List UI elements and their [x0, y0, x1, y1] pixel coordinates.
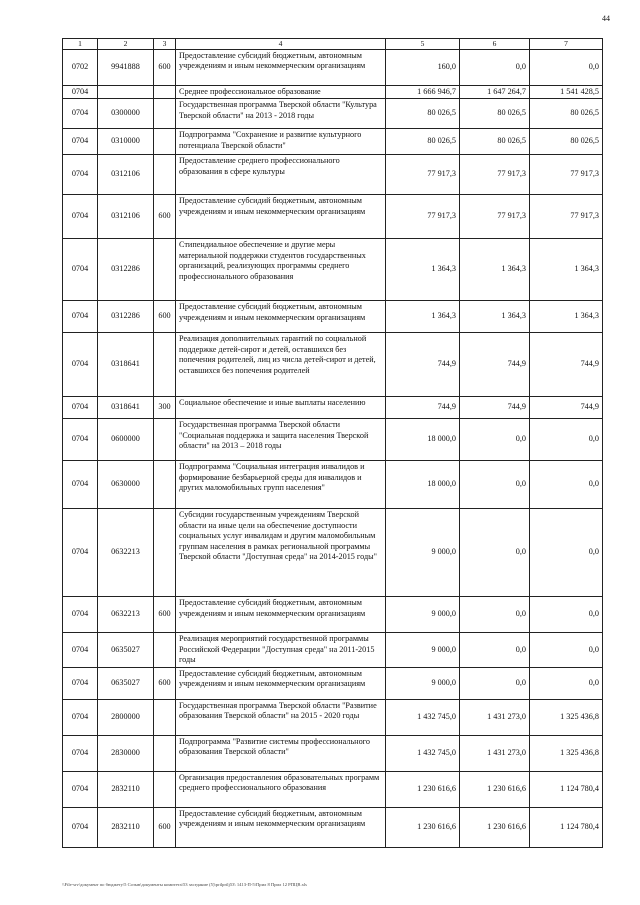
col-header-4: 4 — [176, 39, 386, 50]
target-item-cell: 0318641 — [98, 397, 154, 419]
amount-col5-cell: 18 000,0 — [386, 461, 460, 509]
section-code-cell: 0704 — [63, 419, 98, 461]
amount-col5-cell: 1 432 745,0 — [386, 735, 460, 771]
expense-type-cell — [154, 771, 176, 807]
amount-col7-cell: 80 026,5 — [530, 129, 603, 155]
target-item-cell: 0300000 — [98, 99, 154, 129]
amount-col6-cell: 80 026,5 — [460, 99, 530, 129]
target-item-cell — [98, 85, 154, 99]
table-row — [63, 239, 603, 301]
table-row — [63, 49, 603, 85]
amount-col5-cell: 1 230 616,6 — [386, 771, 460, 807]
target-item-cell: 0310000 — [98, 129, 154, 155]
item-name-cell: Государственная программа Тверской области "Развитие образования Тверской области" на 2015 - 2020 годы — [176, 699, 386, 735]
amount-col6-cell: 0,0 — [460, 509, 530, 597]
amount-col7-cell: 744,9 — [530, 333, 603, 397]
item-name-cell: Подпрограмма "Развитие системы профессионального образования Тверской области" — [176, 735, 386, 771]
amount-col6-cell: 0,0 — [460, 49, 530, 85]
expense-type-cell — [154, 699, 176, 735]
amount-col5-cell: 18 000,0 — [386, 419, 460, 461]
section-code-cell: 0704 — [63, 633, 98, 668]
section-code-cell: 0704 — [63, 301, 98, 333]
amount-col7-cell: 1 364,3 — [530, 301, 603, 333]
amount-col7-cell: 0,0 — [530, 667, 603, 699]
expense-type-cell: 600 — [154, 667, 176, 699]
item-name-cell: Предоставление субсидий бюджетным, автономным учреждениям и иным некоммерческим организациям — [176, 597, 386, 633]
amount-col5-cell: 80 026,5 — [386, 99, 460, 129]
section-code-cell: 0704 — [63, 699, 98, 735]
amount-col6-cell: 0,0 — [460, 597, 530, 633]
col-header-1: 1 — [63, 39, 98, 50]
amount-col6-cell: 1 647 264,7 — [460, 85, 530, 99]
table-row — [63, 807, 603, 847]
item-name-cell: Реализация мероприятий государственной программы Российской Федерации "Доступная среда" на 2011-2015 годы — [176, 633, 386, 668]
target-item-cell: 9941888 — [98, 49, 154, 85]
target-item-cell: 2830000 — [98, 735, 154, 771]
table-row — [63, 633, 603, 668]
amount-col7-cell: 1 124 780,4 — [530, 807, 603, 847]
expense-type-cell: 600 — [154, 49, 176, 85]
file-path-footer: \\File-srv\документ по бюджету\5 Созыв\документы комитета\53 заседание (5)\prilprilj53\ 1413-П-5\Прил 8 Прил 12 РПЦВ.xls — [62, 882, 307, 887]
item-name-cell: Предоставление субсидий бюджетным, автономным учреждениям и иным некоммерческим организациям — [176, 195, 386, 239]
amount-col5-cell: 160,0 — [386, 49, 460, 85]
col-header-7: 7 — [530, 39, 603, 50]
table-row — [63, 99, 603, 129]
target-item-cell: 0600000 — [98, 419, 154, 461]
col-header-5: 5 — [386, 39, 460, 50]
section-code-cell: 0704 — [63, 509, 98, 597]
section-code-cell: 0702 — [63, 49, 98, 85]
expense-type-cell — [154, 155, 176, 195]
expense-type-cell: 600 — [154, 807, 176, 847]
amount-col5-cell: 1 666 946,7 — [386, 85, 460, 99]
amount-col5-cell: 9 000,0 — [386, 667, 460, 699]
amount-col6-cell: 744,9 — [460, 333, 530, 397]
item-name-cell: Подпрограмма "Социальная интеграция инвалидов и формирование безбарьерной среды для инвалидов и других маломобильных групп населения" — [176, 461, 386, 509]
item-name-cell: Предоставление субсидий бюджетным, автономным учреждениям и иным некоммерческим организациям — [176, 807, 386, 847]
item-name-cell: Субсидии государственным учреждениям Тверской области на иные цели на обеспечение доступности социальных услуг инвалидам и другим маломобильным группам населения в рамках региональной программы Тверской области "Доступная среда" на 2014-2015 годы" — [176, 509, 386, 597]
target-item-cell: 0635027 — [98, 667, 154, 699]
item-name-cell: Организация предоставления образовательных программ среднего профессионального образования — [176, 771, 386, 807]
amount-col7-cell: 1 124 780,4 — [530, 771, 603, 807]
target-item-cell: 0312286 — [98, 239, 154, 301]
table-row — [63, 509, 603, 597]
amount-col6-cell: 1 364,3 — [460, 301, 530, 333]
amount-col5-cell: 1 432 745,0 — [386, 699, 460, 735]
expense-type-cell — [154, 419, 176, 461]
expense-type-cell — [154, 239, 176, 301]
amount-col7-cell: 77 917,3 — [530, 195, 603, 239]
amount-col5-cell: 1 364,3 — [386, 239, 460, 301]
table-row — [63, 301, 603, 333]
section-code-cell: 0704 — [63, 667, 98, 699]
target-item-cell: 0318641 — [98, 333, 154, 397]
section-code-cell: 0704 — [63, 597, 98, 633]
expense-type-cell: 600 — [154, 195, 176, 239]
target-item-cell: 0312106 — [98, 155, 154, 195]
amount-col7-cell: 0,0 — [530, 461, 603, 509]
table-row — [63, 129, 603, 155]
header-row — [63, 39, 603, 50]
section-code-cell: 0704 — [63, 333, 98, 397]
amount-col5-cell: 9 000,0 — [386, 509, 460, 597]
table-row — [63, 155, 603, 195]
amount-col7-cell: 77 917,3 — [530, 155, 603, 195]
item-name-cell: Предоставление субсидий бюджетным, автономным учреждениям и иным некоммерческим организациям — [176, 667, 386, 699]
section-code-cell: 0704 — [63, 397, 98, 419]
section-code-cell: 0704 — [63, 99, 98, 129]
amount-col5-cell: 744,9 — [386, 333, 460, 397]
target-item-cell: 2832110 — [98, 771, 154, 807]
section-code-cell: 0704 — [63, 195, 98, 239]
amount-col6-cell: 1 230 616,6 — [460, 807, 530, 847]
target-item-cell: 2832110 — [98, 807, 154, 847]
expense-type-cell — [154, 99, 176, 129]
amount-col6-cell: 1 431 273,0 — [460, 699, 530, 735]
amount-col5-cell: 80 026,5 — [386, 129, 460, 155]
expense-type-cell — [154, 461, 176, 509]
target-item-cell: 0630000 — [98, 461, 154, 509]
section-code-cell: 0704 — [63, 239, 98, 301]
section-code-cell: 0704 — [63, 807, 98, 847]
item-name-cell: Предоставление среднего профессионального образования в сфере культуры — [176, 155, 386, 195]
item-name-cell: Предоставление субсидий бюджетным, автономным учреждениям и иным некоммерческим организациям — [176, 301, 386, 333]
target-item-cell: 0632213 — [98, 597, 154, 633]
amount-col7-cell: 0,0 — [530, 419, 603, 461]
section-code-cell: 0704 — [63, 735, 98, 771]
expense-type-cell — [154, 129, 176, 155]
target-item-cell: 0632213 — [98, 509, 154, 597]
target-item-cell: 0635027 — [98, 633, 154, 668]
amount-col5-cell: 77 917,3 — [386, 155, 460, 195]
item-name-cell: Государственная программа Тверской области "Социальная поддержка и защита населения Тверской области" на 2013 – 2018 годы — [176, 419, 386, 461]
table-row — [63, 667, 603, 699]
amount-col6-cell: 0,0 — [460, 461, 530, 509]
amount-col6-cell: 80 026,5 — [460, 129, 530, 155]
item-name-cell: Среднее профессиональное образование — [176, 85, 386, 99]
expense-type-cell: 600 — [154, 301, 176, 333]
amount-col7-cell: 1 325 436,8 — [530, 699, 603, 735]
expense-type-cell: 600 — [154, 597, 176, 633]
item-name-cell: Социальное обеспечение и иные выплаты населению — [176, 397, 386, 419]
amount-col6-cell: 1 230 616,6 — [460, 771, 530, 807]
item-name-cell: Подпрограмма "Сохранение и развитие культурного потенциала Тверской области" — [176, 129, 386, 155]
amount-col5-cell: 1 230 616,6 — [386, 807, 460, 847]
item-name-cell: Реализация дополнительных гарантий по социальной поддержке детей-сирот и детей, оставшихся без попечения родителей, лиц из числа детей-сирот и детей, оставшихся без попечения родителей — [176, 333, 386, 397]
table-row — [63, 195, 603, 239]
section-code-cell: 0704 — [63, 85, 98, 99]
table-row — [63, 419, 603, 461]
amount-col7-cell: 1 541 428,5 — [530, 85, 603, 99]
amount-col5-cell: 77 917,3 — [386, 195, 460, 239]
item-name-cell: Государственная программа Тверской области "Культура Тверской области" на 2013 - 2018 годы — [176, 99, 386, 129]
amount-col6-cell: 1 364,3 — [460, 239, 530, 301]
amount-col7-cell: 1 364,3 — [530, 239, 603, 301]
page-number: 44 — [602, 14, 610, 23]
expense-type-cell — [154, 85, 176, 99]
target-item-cell: 0312286 — [98, 301, 154, 333]
amount-col6-cell: 0,0 — [460, 419, 530, 461]
col-header-2: 2 — [98, 39, 154, 50]
expense-type-cell — [154, 333, 176, 397]
amount-col7-cell: 80 026,5 — [530, 99, 603, 129]
amount-col7-cell: 1 325 436,8 — [530, 735, 603, 771]
target-item-cell: 2800000 — [98, 699, 154, 735]
target-item-cell: 0312106 — [98, 195, 154, 239]
amount-col7-cell: 0,0 — [530, 633, 603, 668]
table-row — [63, 699, 603, 735]
section-code-cell: 0704 — [63, 771, 98, 807]
amount-col5-cell: 9 000,0 — [386, 597, 460, 633]
amount-col6-cell: 0,0 — [460, 633, 530, 668]
table-row — [63, 333, 603, 397]
expense-type-cell — [154, 735, 176, 771]
item-name-cell: Стипендиальное обеспечение и другие меры материальной поддержки студентов государственных организаций, реализующих программы среднего профессионального образования — [176, 239, 386, 301]
amount-col7-cell: 0,0 — [530, 49, 603, 85]
section-code-cell: 0704 — [63, 129, 98, 155]
amount-col6-cell: 77 917,3 — [460, 155, 530, 195]
section-code-cell: 0704 — [63, 461, 98, 509]
budget-table — [62, 38, 603, 848]
table-row — [63, 771, 603, 807]
amount-col5-cell: 1 364,3 — [386, 301, 460, 333]
amount-col6-cell: 77 917,3 — [460, 195, 530, 239]
amount-col6-cell: 1 431 273,0 — [460, 735, 530, 771]
item-name-cell: Предоставление субсидий бюджетным, автономным учреждениям и иным некоммерческим организациям — [176, 49, 386, 85]
section-code-cell: 0704 — [63, 155, 98, 195]
amount-col7-cell: 744,9 — [530, 397, 603, 419]
table-row — [63, 397, 603, 419]
amount-col6-cell: 0,0 — [460, 667, 530, 699]
table-row — [63, 85, 603, 99]
amount-col6-cell: 744,9 — [460, 397, 530, 419]
col-header-3: 3 — [154, 39, 176, 50]
table-row — [63, 461, 603, 509]
expense-type-cell: 300 — [154, 397, 176, 419]
table-row — [63, 597, 603, 633]
amount-col5-cell: 744,9 — [386, 397, 460, 419]
amount-col7-cell: 0,0 — [530, 597, 603, 633]
table-row — [63, 735, 603, 771]
col-header-6: 6 — [460, 39, 530, 50]
amount-col5-cell: 9 000,0 — [386, 633, 460, 668]
amount-col7-cell: 0,0 — [530, 509, 603, 597]
expense-type-cell — [154, 509, 176, 597]
expense-type-cell — [154, 633, 176, 668]
